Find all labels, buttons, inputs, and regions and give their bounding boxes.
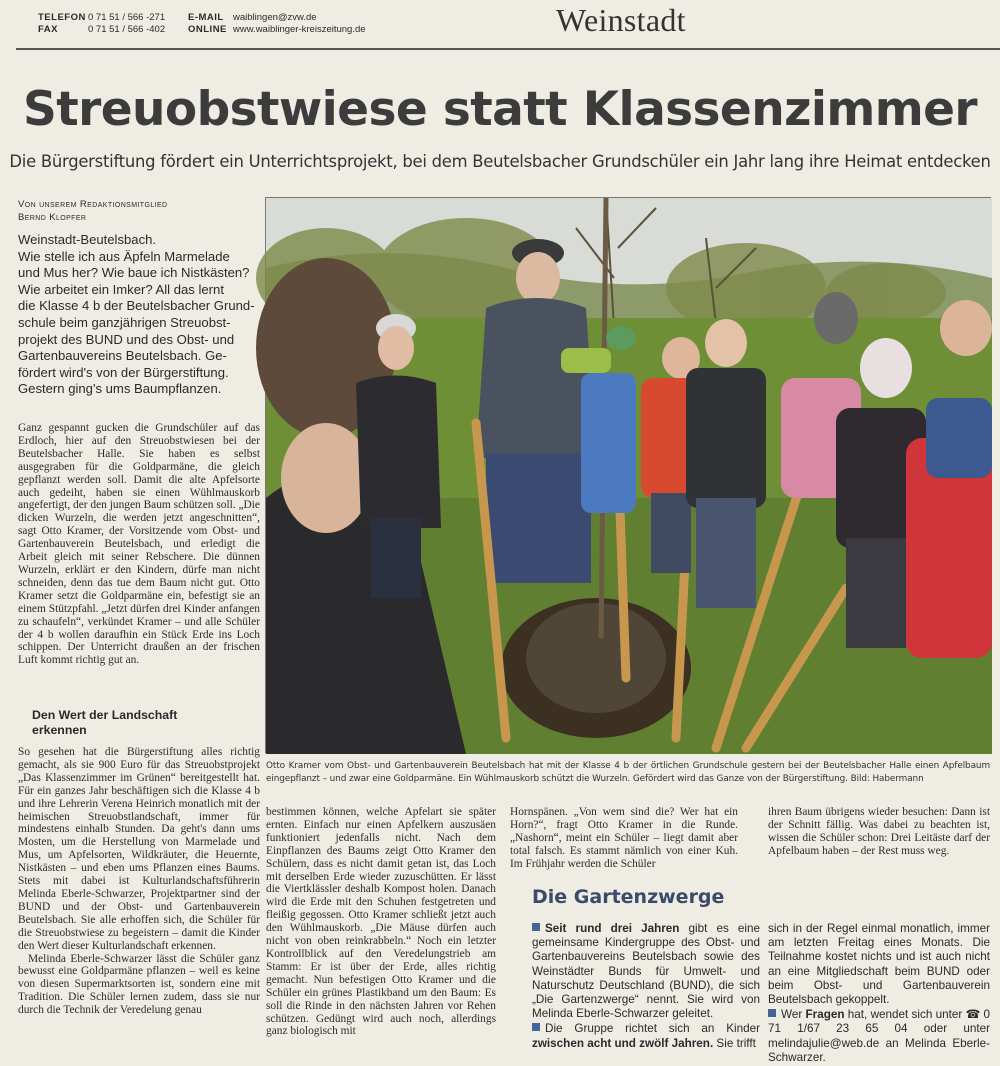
telefon-value: 0 71 51 / 566 -271 [88, 12, 166, 23]
headline: Streuobstwiese statt Klassenzimmer [23, 82, 977, 137]
article-photo [265, 197, 991, 753]
lead-line: Wie stelle ich aus Äpfeln Marmelade [18, 248, 230, 264]
infobox-text: gibt es eine gemeinsame Kindergruppe des Obst- und Gartenbauvereins Beutelsbach sowie des Weinstädter Bunds für Umwelt- und Naturschutz Deutschland (BUND), die sich „Die Gartenzwerge“ nennt. Sie wird von Melinda Eberle-Schwarzer geleitet. [532, 922, 760, 1021]
section-subhead: Den Wert der Landschaft erkennen [32, 708, 178, 737]
body-column-1b [18, 746, 260, 1017]
bullet-square-icon [768, 1009, 776, 1017]
lead-line: schule beim ganzjährigen Streuobst- [18, 314, 231, 330]
section-title: Weinstadt [556, 2, 686, 38]
body-paragraph: bestimmen können, welche Apfelart sie später ernten. Einfach nur einen Apfelkern auszusäen funktioniert jedenfalls nicht. Nach dem Einpflanzen des Baums zeigt Otto Kramer den Schülern, dass es nicht damit getan ist, das Loch mit derselben Erde wieder zuzuschütten. Er lässt die Viertklässler deshalb Kompost holen. Danach wird die Erde mit den Schuhen festgetreten und fleißig gegossen. Otto Kramer schließt jetzt auch den Wühlmauskorb. „Die Mäuse dürfen auch nicht von oben reinkrabbeln.“ Noch ein letzter Kontrollblick auf den Veredelungstrieb am Stamm: Er ist über der Erde, alles richtig gemacht. Nun befestigen Otto Kramer und die Schüler ein grünes Plastikband um den Baum: Es soll die Rinde in den nächsten Jahren vor Rehen schützen. Gedüngt wird auch noch, allerdings ganz biologisch mit [266, 806, 496, 1038]
photo-caption: Otto Kramer vom Obst- und Gartenbauverein Beutelsbach hat mit der Klasse 4 b der örtlichen Grundschule gestern bei der Beutelsbacher Halle einen Apfelbaum eingepflanzt – und zwar eine Goldparmäne. Ein Wühlmauskorb schützt die Wurzeln. Gefördert wird das Ganze von der Bürgerstiftung. Bild: Habermann [266, 761, 990, 784]
lead-line: fördert wird's von der Bürgerstiftung. [18, 364, 229, 380]
body-paragraph: Melinda Eberle-Schwarzer lässt die Schüler ganz bewusst eine Goldparmäne pflanzen – weil es keine von diesen Supermarktsorten ist, sondern eine mit Tradition. Die Schüler lernen zudem, dass sie nur durch die Technik der Veredelung genau [18, 952, 260, 1017]
online-label: ONLINE [188, 24, 227, 35]
body-column-2 [266, 806, 496, 1038]
photo-illustration [266, 198, 992, 754]
infobox-text: Sie trifft [713, 1036, 756, 1050]
body-paragraph: Hornspänen. „Von wem sind die? Wer hat ein Horn?“, fragt Otto Kramer in die Runde. „Nashorn“, meint ein Schüler – liegt damit aber total falsch. Es stammt nämlich von einer Kuh. Im Frühjahr werden die Schüler [510, 806, 738, 870]
infobox-paragraph [532, 1022, 760, 1050]
body-paragraph: So gesehen hat die Bürgerstiftung alles richtig gemacht, als sie 900 Euro für das Streuobstprojekt „Das Klassenzimmer im Grünen“ bereitgestellt hat. Für ein ganzes Jahr beschäftigen sich die Klasse 4 b und ihre Lehrerin Verena Heinrich monatlich mit der heimischen Streuobstlandschaft, immer für mindestens einhalb Stunden. Da geht's dann ums Mosten, um die Herstellung von Marmelade und Mus, um Apfelsorten, Wildkräuter, die Heuernte, Nistkästen – und eben ums Pflanzen eines Baums. Stets mit dabei ist Kulturlandschaftsführerin Melinda Eberle-Schwarzer, Projektpartner sind der BUND und der Obst- und Gartenbauverein Beutelsbach. Sie alle erhoffen sich, die Schüler für die Streuobstwiese zu begeistern – damit die Kinder den Wert dieser Kulturlandschaft erkennen. [18, 746, 260, 952]
body-paragraph: ihren Baum übrigens wieder besuchen: Dann ist der Schnitt fällig. Was dabei zu beachten ist, wissen die Schüler schon: Drei Leitäste darf der Apfelbaum haben – der Rest muss weg. [768, 806, 990, 857]
email-label: E-MAIL [188, 12, 224, 23]
infobox-column-1 [532, 922, 760, 1052]
lead-line: Gartenbauvereins Beutelsbach. Ge- [18, 348, 227, 364]
infobox-paragraph [532, 922, 760, 1021]
online-value: www.waiblinger-kreiszeitung.de [233, 24, 366, 35]
contact-block-online [188, 12, 366, 36]
lead-line: Weinstadt-Beutelsbach. [18, 232, 157, 247]
lead-line: Wie arbeitet ein Imker? All das lernt [18, 281, 224, 297]
infobox-bold: Fragen [805, 1008, 845, 1022]
lead-paragraph [18, 232, 260, 398]
infobox-paragraph [768, 1008, 990, 1065]
infobox-bold: Seit rund drei Jahren [545, 922, 680, 935]
body-column-1 [18, 422, 260, 667]
infobox-paragraph: sich in der Regel einmal monatlich, immer am letzten Freitag eines Monats. Die Teilnahme kostet nichts und ist auch nicht an eine Mitgliedschaft beim BUND oder beim Obst- und Gartenbauverein Beutelsbach gekoppelt. [768, 922, 990, 1007]
infobox-column-2 [768, 922, 990, 1066]
infobox-bold: zwischen acht und zwölf Jahren. [532, 1036, 714, 1050]
infobox-text: Wer [781, 1008, 806, 1022]
telefon-label: TELEFON [38, 12, 86, 23]
contact-block-phone [38, 12, 196, 36]
bullet-square-icon [532, 1023, 540, 1031]
infobox-title: Die Gartenzwerge [532, 886, 725, 908]
body-column-3 [510, 806, 738, 871]
byline-author: Bernd Klopfer [18, 212, 87, 223]
byline-role: Von unserem Redaktionsmitglied [18, 199, 168, 210]
fax-value: 0 71 51 / 566 -402 [88, 24, 166, 35]
lead-line: die Klasse 4 b der Beutelsbacher Grund- [18, 298, 255, 314]
infobox-text: hat, wendet sich unter ☎ 0 71 1/67 23 65 04 oder unter melindajulie@web.de an Melinda Eberle-Schwarzer. [768, 1008, 990, 1064]
infobox-text: Die Gruppe richtet sich an Kinder [545, 1022, 760, 1036]
lead-line: Gestern ging's ums Baumpflanzen. [18, 381, 222, 397]
bullet-square-icon [532, 923, 540, 931]
email-value: waiblingen@zvw.de [233, 12, 317, 23]
body-paragraph: Ganz gespannt gucken die Grundschüler auf das Erdloch, hier auf den Streuobstwiesen bei der Beutelsbacher Halle. Sie haben es selbst ausgegraben für die Goldparmäne, die gleich gepflanzt werden soll. Damit die alte Apfelsorte auch gedeiht, haben sie einen Wühlmauskorb angefertigt, der den jungen Baum schützen soll. „Die dicken Wurzeln, die werden jetzt angeschnitten“, sagt Otto Kramer, der Vorsitzende vom Obst- und Gartenbauverein Beutelsbach, und erledigt die Arbeit gleich mit seiner Rebschere. Die dünnen Wurzeln, erklärt er den Kindern, dürfe man nicht schneiden, denn das tue dem Baum nicht gut. Otto Kramer setzt die Goldparmäne ein, befestigt sie an einem Stützpfahl. „Jetzt dürfen drei Kinder anfangen zu schaufeln“, verkündet Kramer – und alle Schüler der 4 b wollen daraufhin ein Stück Erde ins Loch schippen. Der Unterricht draußen an der frischen Luft kommt richtig gut an. [18, 422, 260, 667]
lead-line: projekt des BUND und des Obst- und [18, 331, 235, 347]
byline [18, 198, 168, 224]
subheadline: Die Bürgerstiftung fördert ein Unterrichtsprojekt, bei dem Beutelsbacher Grundschüler ein Jahr lang ihre Heimat entdecken [9, 152, 991, 171]
header-rule [16, 48, 1000, 50]
body-column-4 [768, 806, 990, 858]
fax-label: FAX [38, 24, 58, 35]
lead-line: und Mus her? Wie baue ich Nistkästen? [18, 265, 250, 281]
